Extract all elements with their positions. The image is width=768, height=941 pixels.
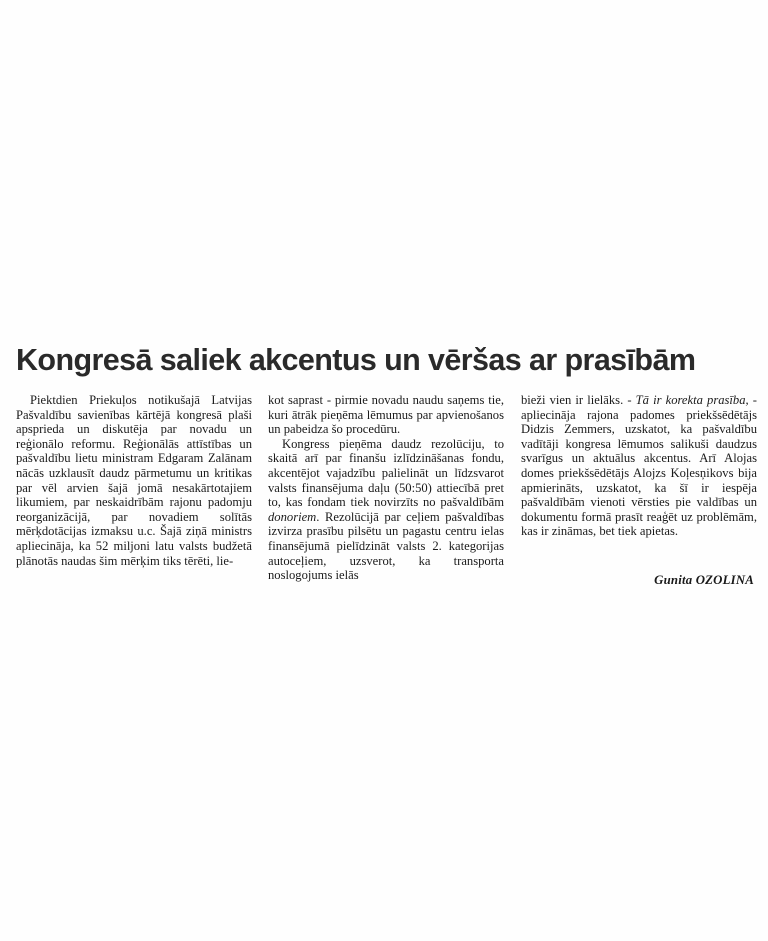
column-3: [521, 393, 757, 539]
column-2: [268, 393, 504, 583]
paragraph: kot saprast - pirmie novadu naudu saņems tie, kuri ātrāk pieņēma lēmumus par apvienošanos un pabeidza šo procedūru.: [268, 393, 504, 437]
column-1: [16, 393, 252, 568]
byline: Gunita OZOLINA: [654, 573, 754, 587]
paragraph: Piektdien Priekuļos notikušajā Latvijas Pašvaldību savienības kārtējā kongresā plaši apsprieda un diskutēja par novadu un reģionālo reformu. Reģionālās attīstības un pašvaldību lietu ministram Edgaram Zalānam nācās uzklausīt daudz pārmetumu un kritikas par vēl arvien šajā jomā nesakārtotajiem likumiem, par neskaidrībām rajonu padomju reorganizācijā, par novadiem solītās mērķdotācijas izmaksu u.c. Šajā ziņā ministrs apliecināja, ka 52 miljoni latu valsts budžetā plānotās naudas šim mērķim tiks tērēti, lie-: [16, 393, 252, 568]
text-run: . Rezolūcijā par ceļiem pašvaldības izvirza prasību pilsētu un pagastu centru ielas finansējumā pielīdzināt valsts 2. kategorijas autoceļiem, uzsverot, ka transporta noslogojums ielās: [268, 509, 504, 583]
text-run: bieži vien ir lielāks. -: [521, 393, 636, 407]
italic-text: Tā ir korekta prasība,: [635, 393, 749, 407]
text-run: - apliecināja rajona padomes priekšsēdētājs Didzis Zemmers, uzskatot, ka pašvaldību vadītāji kongresa lēmumos salikuši daudzus svarīgus un aktuālus akcentus. Arī Alojas domes priekšsēdētājs Alojzs Koļesņikovs bija apmierināts, uzskatot, ka šī ir iespēja pašvaldībām vienoti vērsties pie valdības un dokumentu formā prasīt reaģēt uz problēmām, kas ir zināmas, bet tiek apietas.: [521, 393, 757, 539]
text-run: Kongress pieņēma daudz rezolūciju, to skaitā arī par finanšu izlīdzināšanas fondu, akcentējot vajadzību palielināt un līdzsvarot valsts finansējuma daļu (50:50) attiecībā pret to, kas fondam tiek novirzīts no pašvaldībām: [268, 436, 504, 510]
paragraph: [268, 437, 504, 583]
headline: Kongresā saliek akcentus un vēršas ar prasībām: [16, 343, 696, 377]
italic-text: donoriem: [268, 509, 317, 524]
paragraph: [521, 393, 757, 539]
